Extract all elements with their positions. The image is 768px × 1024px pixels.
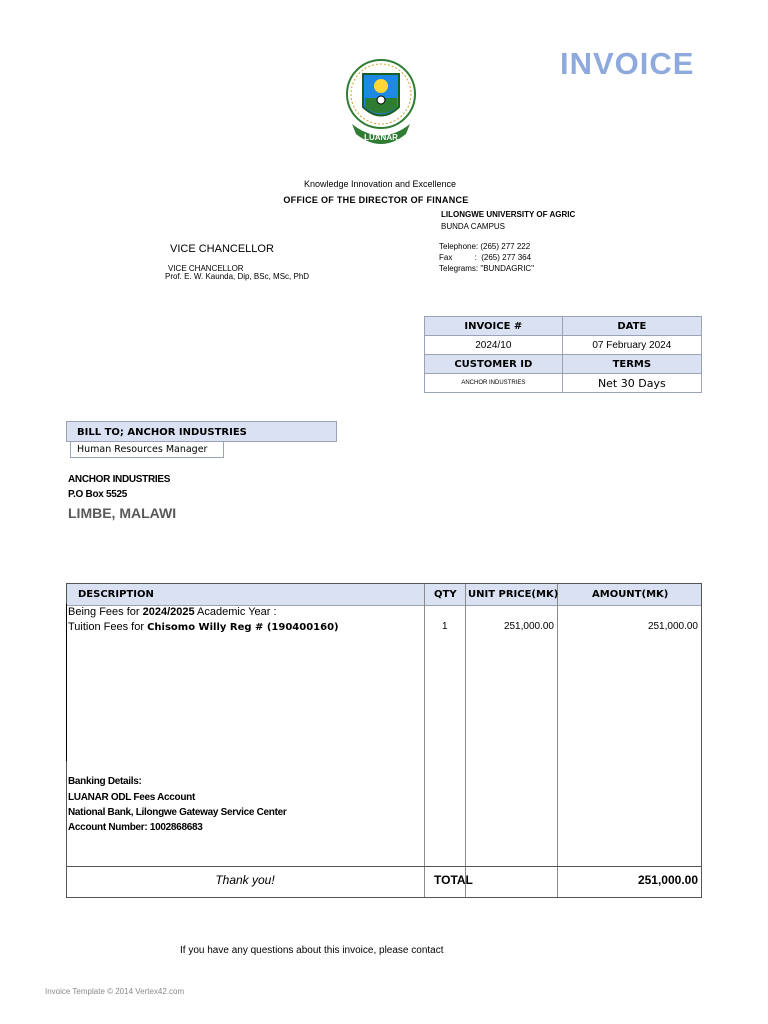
terms-label: TERMS	[562, 355, 701, 374]
office-heading: OFFICE OF THE DIRECTOR OF FINANCE	[283, 195, 469, 205]
item-amount: 251,000.00	[647, 621, 698, 632]
date-label: DATE	[562, 317, 701, 336]
item-description-line1: Being Fees for 2024/2025 Academic Year :	[68, 606, 277, 618]
banking-heading: Banking Details:	[68, 776, 142, 787]
invoice-date: 07 February 2024	[562, 336, 701, 355]
invoice-meta-table	[424, 316, 702, 393]
thank-you-note: Thank you!	[215, 873, 275, 887]
customer-address-line2: LIMBE, MALAWI	[68, 505, 177, 521]
amount-header: AMOUNT(MK)	[592, 589, 669, 600]
item-description-line2: Tuition Fees for Chisomo Willy Reg # (190400160)	[68, 621, 339, 633]
item-unit-price: 251,000.00	[503, 621, 554, 632]
banking-bank: National Bank, Lilongwe Gateway Service Center	[68, 807, 287, 818]
tagline: Knowledge Innovation and Excellence	[303, 179, 457, 189]
invoice-number: 2024/10	[425, 336, 563, 355]
column-divider	[424, 584, 425, 897]
customer-name: ANCHOR INDUSTRIES	[68, 474, 171, 485]
terms: Net 30 Days	[562, 374, 701, 393]
template-copyright: Invoice Template © 2014 Vertex42.com	[45, 987, 185, 996]
logo-text: LUANAR	[364, 133, 398, 142]
customer-id-label: CUSTOMER ID	[425, 355, 563, 374]
total-value: 251,000.00	[637, 873, 698, 887]
invoice-title: INVOICE	[560, 46, 695, 81]
qty-header: QTY	[434, 589, 457, 600]
contact-note: If you have any questions about this invoice, please contact	[180, 945, 444, 956]
banking-account-number: Account Number: 1002868683	[68, 822, 203, 833]
university-name: LILONGWE UNIVERSITY OF AGRIC	[441, 210, 576, 219]
customer-id: ANCHOR INDUSTRIES	[425, 374, 563, 393]
bill-to-header: BILL TO; ANCHOR INDUSTRIES	[66, 421, 337, 442]
vc-name: Prof. E. W. Kaunda, Dip, BSc, MSc, PhD	[165, 272, 310, 281]
item-qty: 1	[442, 621, 448, 632]
total-label: TOTAL	[434, 873, 473, 887]
campus-name: BUNDA CAMPUS	[441, 222, 506, 231]
banking-account-name: LUANAR ODL Fees Account	[68, 792, 196, 803]
customer-address-line1: P.O Box 5525	[68, 489, 128, 500]
column-divider	[557, 584, 558, 897]
fax: Fax : (265) 277 364	[439, 253, 532, 262]
total-divider	[67, 866, 701, 867]
vc-heading: VICE CHANCELLOR	[170, 243, 274, 255]
description-header: DESCRIPTION	[78, 589, 154, 600]
unit-price-header: UNIT PRICE(MK)	[468, 589, 559, 600]
invoice-number-label: INVOICE #	[425, 317, 563, 336]
vc-title: VICE CHANCELLOR	[168, 264, 244, 273]
bill-to-attention: Human Resources Manager	[70, 442, 224, 458]
university-logo	[344, 52, 418, 154]
telephone: Telephone: (265) 277 222	[439, 242, 531, 251]
telegrams: Telegrams: "BUNDAGRIC"	[439, 264, 535, 273]
column-divider	[66, 604, 67, 761]
